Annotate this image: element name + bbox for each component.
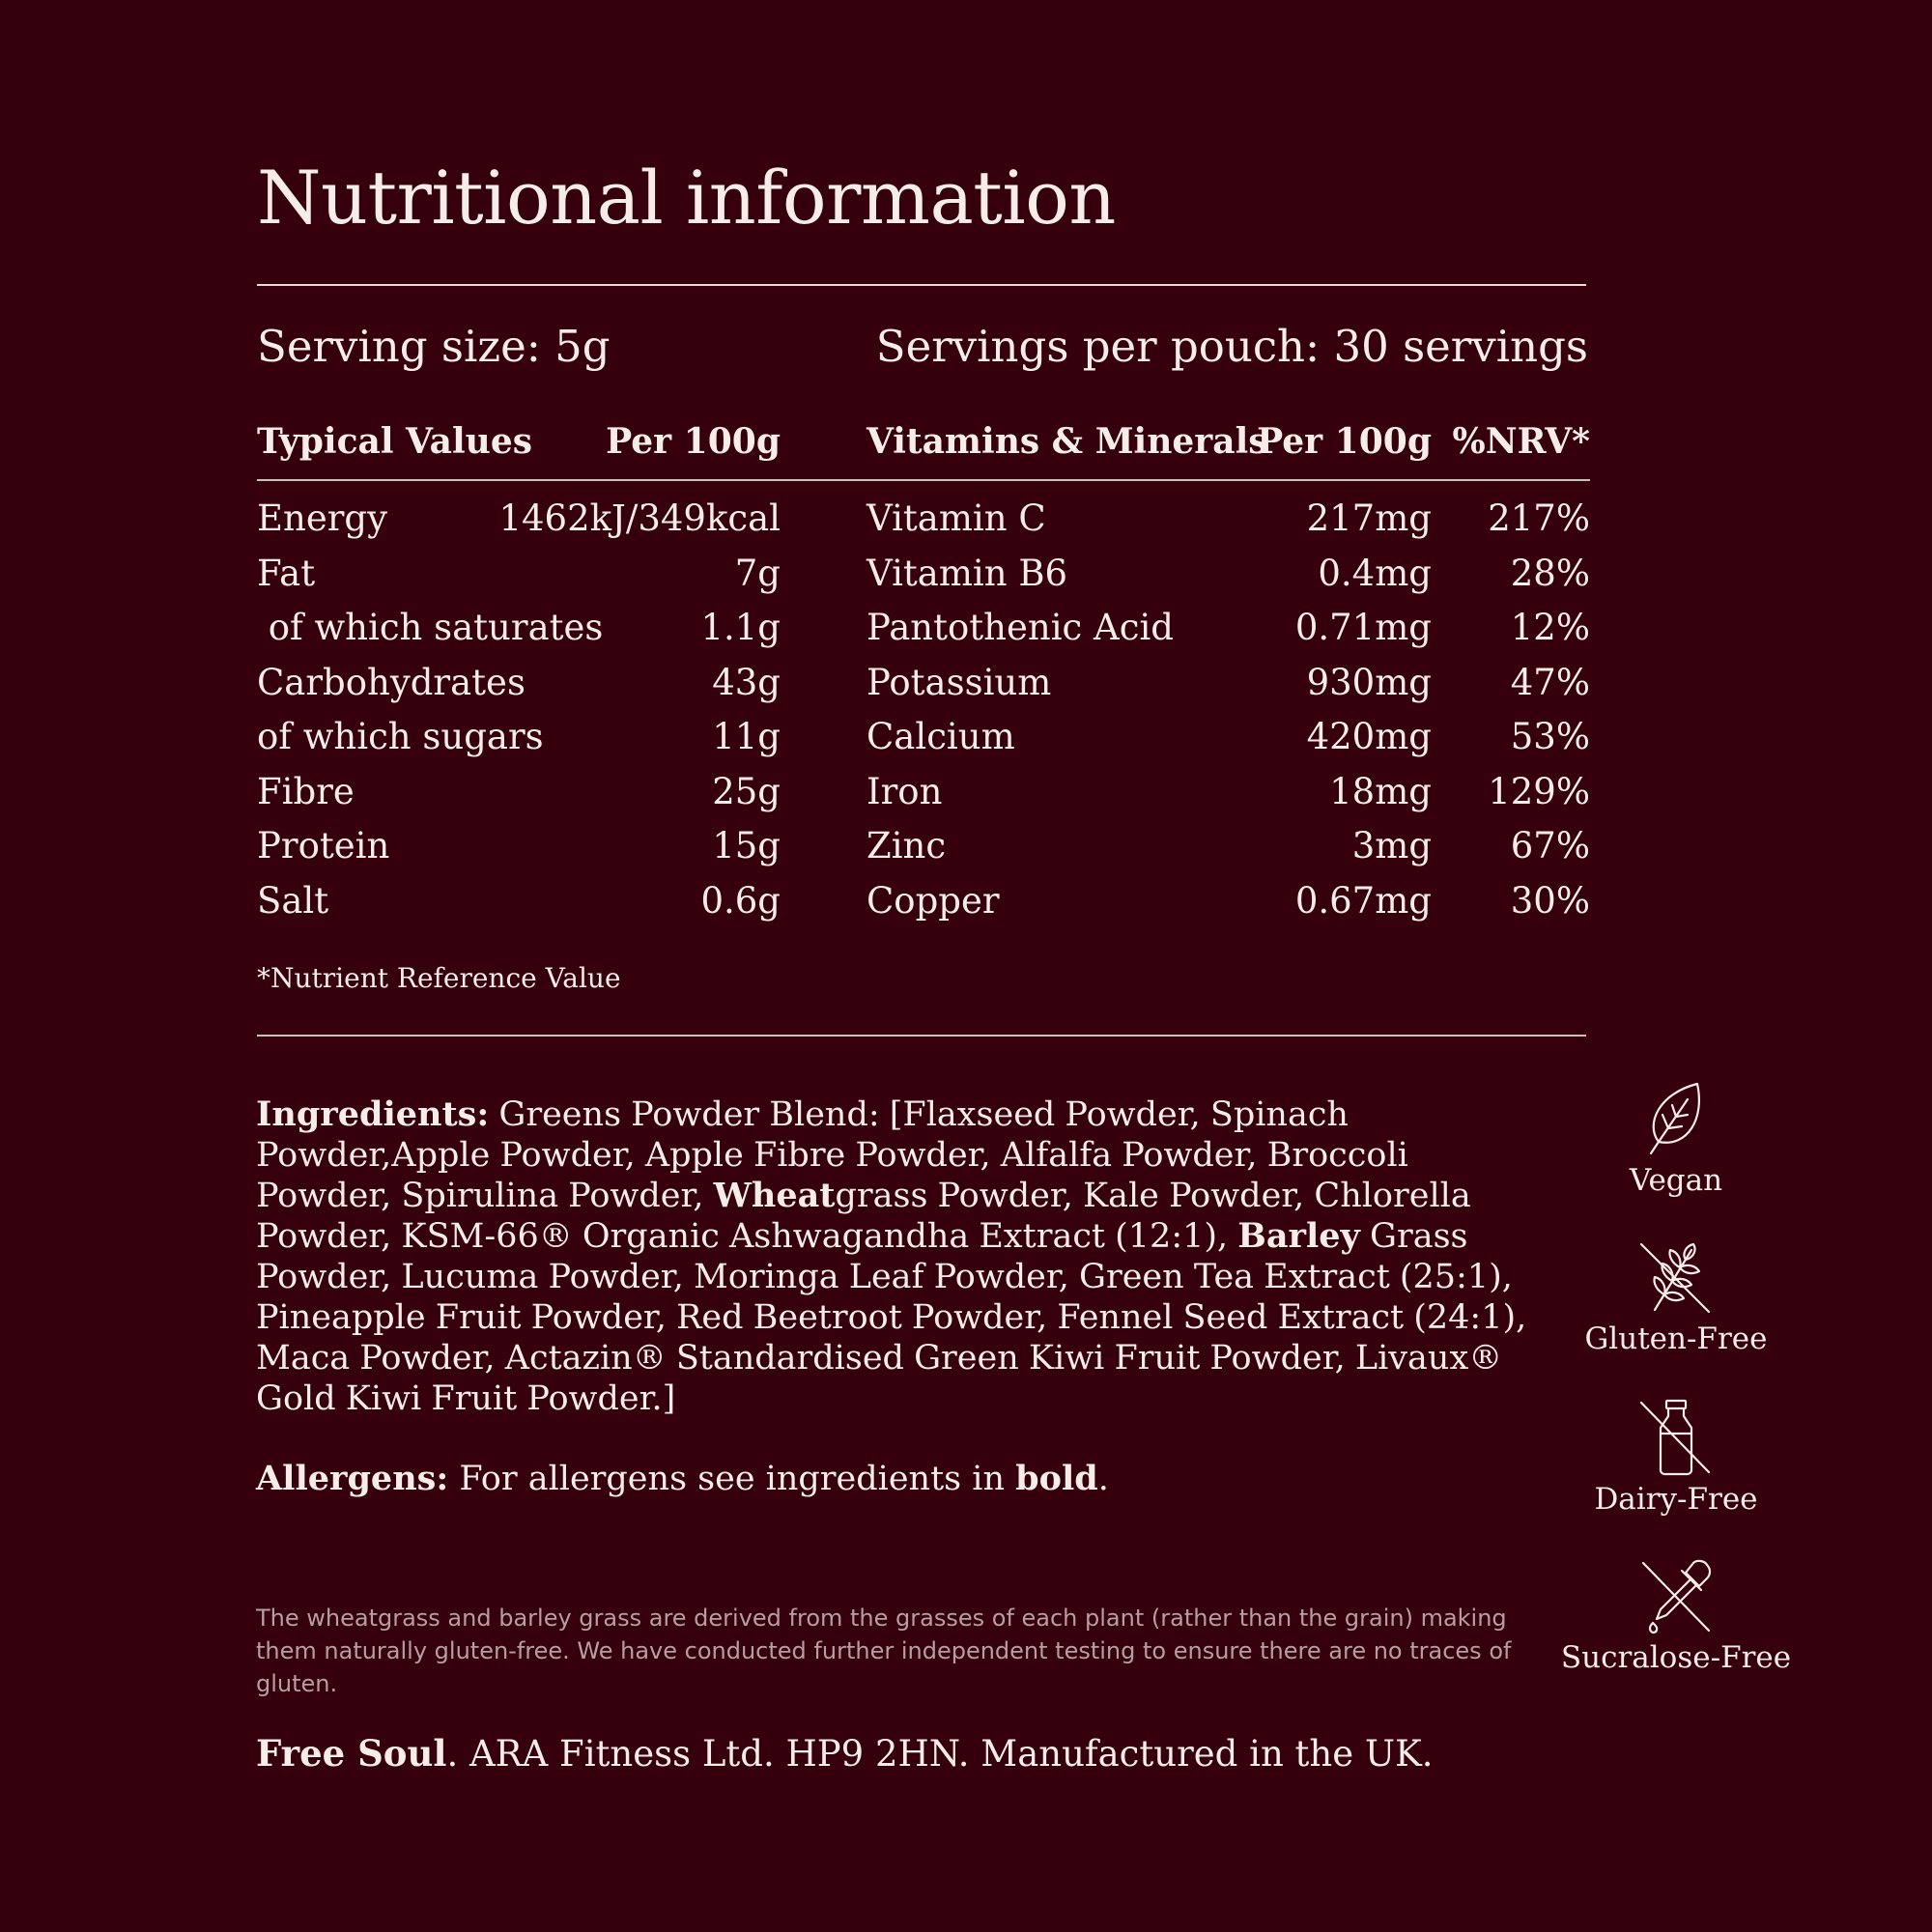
vitamin-row-value: 0.4mg [1318,553,1432,594]
section-divider [257,1035,1586,1037]
vitamin-row-name: Potassium [867,662,1052,703]
vitamin-row-nrv: 47% [1510,662,1590,703]
vitamin-row-name: Pantothenic Acid [867,607,1174,648]
typical-row-name: Salt [257,880,329,922]
vitamin-row-nrv: 53% [1510,716,1590,757]
typical-row-value: 43g [712,662,781,703]
badge-label: Vegan [1629,1163,1723,1198]
vitamin-row-value: 0.71mg [1294,607,1432,648]
servings-per-pouch: Servings per pouch: 30 servings [875,321,1588,372]
badge-dairy-free [1536,1399,1816,1517]
gluten-disclaimer: The wheatgrass and barley grass are derived from the grasses of each plant (rather than the grain) making them naturally gluten-free. We have conducted further independent testing to ensure there are no traces of gluten. [256,1605,1512,1697]
manufacturer-text: . ARA Fitness Ltd. HP9 2HN. Manufactured in the UK. [446,1733,1434,1775]
allergens-text [256,1459,1109,1498]
typical-row-value: 1.1g [700,607,781,648]
manufacturer-footer [256,1732,1433,1775]
vitamin-row-value: 420mg [1306,716,1432,757]
ingredients-text [256,1094,1550,1419]
typical-row-name: Protein [257,825,390,867]
title-divider [257,284,1586,286]
table-header-divider [257,479,1590,481]
badge-sucralose-free [1536,1557,1816,1675]
typical-row-value: 7g [734,553,781,594]
allergens-bold-word: bold [1015,1459,1098,1498]
allergen-barley: Barley [1237,1216,1360,1256]
typical-row-name: Fibre [257,771,355,812]
vitamin-row-name: Zinc [867,825,947,867]
vitamins-per100g-header: Per 100g [1257,421,1432,462]
nrv-header: %NRV* [1452,421,1590,462]
nrv-footnote: *Nutrient Reference Value [257,962,621,994]
brand-name: Free Soul [256,1732,447,1775]
typical-values-header: Typical Values [257,421,533,462]
page-title: Nutritional information [257,155,1116,241]
milk-bottle-crossed-icon [1637,1399,1715,1476]
badge-gluten-free [1536,1238,1816,1356]
typical-row-name: of which saturates [257,607,604,648]
typical-row-name: Carbohydrates [257,662,526,703]
typical-row-name: Energy [257,497,388,539]
allergens-end: . [1097,1460,1109,1498]
badge-label: Dairy-Free [1594,1482,1758,1517]
vitamin-row-value: 18mg [1329,771,1432,812]
vitamin-row-value: 930mg [1306,662,1432,703]
typical-row-value: 11g [712,716,781,757]
allergen-wheat: Wheat [713,1176,836,1215]
ingredients-part: grass Powder, Kale Powder, Chlorella Powder, KSM-66® Organic Ashwagandha Extract (12:1), [256,1177,1471,1256]
serving-size: Serving size: 5g [257,321,611,372]
vitamin-row-name: Vitamin B6 [867,553,1068,594]
typical-row-value: 0.6g [700,880,781,922]
typical-per100g-header: Per 100g [606,421,781,462]
typical-row-name: of which sugars [257,716,544,757]
typical-row-value: 1462kJ/349kcal [498,497,781,539]
vitamins-header: Vitamins & Minerals [867,421,1268,462]
typical-row-value: 25g [712,771,781,812]
wheat-crossed-icon [1637,1238,1715,1316]
vitamin-row-nrv: 12% [1510,607,1590,648]
typical-row-value: 15g [712,825,781,867]
vitamin-row-value: 0.67mg [1294,880,1432,922]
vitamin-row-name: Vitamin C [867,497,1046,539]
allergens-label: Allergens: [256,1459,449,1498]
vitamin-row-nrv: 30% [1510,880,1590,922]
vitamin-row-value: 3mg [1351,825,1432,867]
vitamin-row-name: Calcium [867,716,1015,757]
vitamin-row-value: 217mg [1306,497,1432,539]
ingredients-label: Ingredients: [256,1094,490,1134]
vitamin-row-name: Copper [867,880,1000,922]
vitamin-row-nrv: 129% [1488,771,1590,812]
vitamin-row-nrv: 217% [1488,497,1590,539]
leaf-icon [1637,1080,1715,1157]
badge-label: Sucralose-Free [1560,1640,1792,1675]
badge-vegan [1536,1080,1816,1198]
allergens-body: For allergens see ingredients in [448,1460,1016,1498]
vitamin-row-name: Iron [867,771,943,812]
ingredients-part: Greens Powder Blend: [Flaxseed Powder, Spinach Powder,Apple Powder, Apple Fibre Powder, Alfalfa Powder, Broccoli Powder, Spirulina Powder, [256,1095,1408,1215]
vitamin-row-nrv: 28% [1510,553,1590,594]
ingredients-part: Grass Powder, Lucuma Powder, Moringa Leaf Powder, Green Tea Extract (25:1), Pineapple Fruit Powder, Red Beetroot Powder, Fennel Seed Extract (24:1), Maca Powder, Actazin® Standardised Green Kiwi Fruit Powder, Livaux® Gold Kiwi Fruit Powder.] [256,1217,1527,1418]
dropper-crossed-icon [1637,1557,1715,1634]
typical-row-name: Fat [257,553,316,594]
badge-label: Gluten-Free [1584,1321,1768,1356]
vitamin-row-nrv: 67% [1510,825,1590,867]
